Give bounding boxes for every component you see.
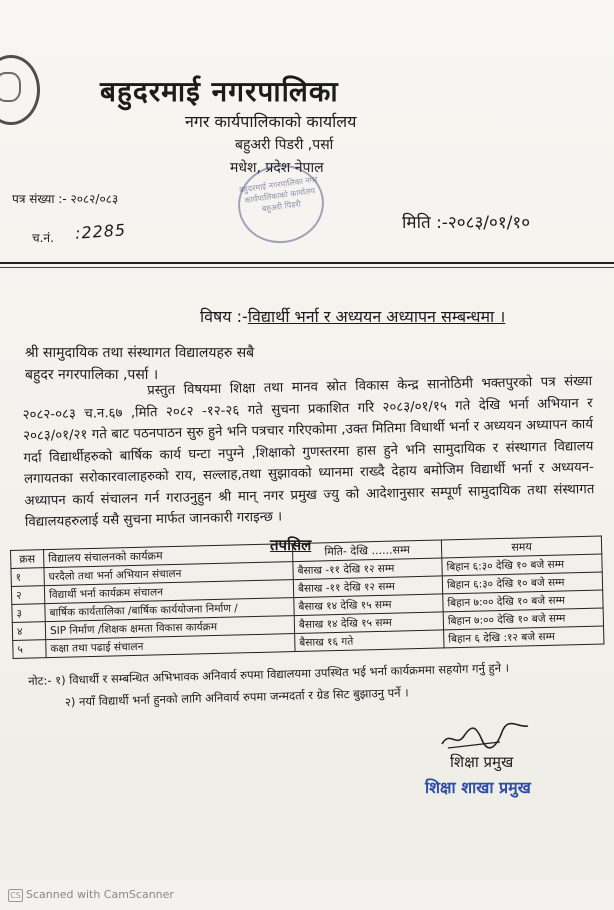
cell-program: SIP निर्माण /शिक्षक क्षमता विकास कार्यक्रम (45, 616, 294, 640)
cell-sn: ३ (12, 604, 45, 623)
cell-time: बिहान ६:३० देखि १० बजे सम्म (442, 554, 602, 576)
body-paragraph (22, 371, 595, 533)
notes-label: नोट:- (28, 673, 52, 688)
scanner-watermark: CS Scanned with CamScanner (8, 888, 174, 902)
subject-line (200, 305, 505, 327)
col-header-date: मिति- देखि ......सम्म (292, 540, 441, 562)
cell-date: बैसाख १४ देखि १५ सम्म (294, 594, 443, 616)
cell-program: कक्षा तथा पढाई संचालन (46, 634, 295, 658)
department-seal: शिक्षा शाखा प्रमुख (425, 778, 531, 797)
cell-time: बिहान ७:०० देखि १० बजे सम्म (443, 590, 603, 612)
signatory-title: शिक्षा प्रमुख (450, 753, 514, 771)
col-header-program: विद्यालय संचालनको कार्यक्रम (44, 544, 293, 568)
signature-scribble (440, 722, 530, 752)
chalani-label: च.नं. (32, 231, 54, 245)
cell-time: बिहान ६ देखि :१२ बजे सम्म (444, 626, 604, 648)
cell-time: बिहान ७:०० देखि १० बजे सम्म (443, 608, 603, 630)
divider-thin (0, 267, 614, 268)
org-name: बहुदरमाई नगरपालिका (100, 75, 339, 108)
cell-sn: २ (11, 586, 44, 605)
address-line-1: बहुअरी पिडरी ,पर्सा (235, 137, 334, 153)
schedule-title: तपसिल (270, 536, 312, 554)
office-stamp: बहुदरमाई नगरपालिका नगर कार्यपालिकाको कार्यालय बहुअरी पिडरी (233, 159, 329, 248)
cell-program: बार्षिक कार्यतालिका /बार्षिक कार्ययोजना निर्माण / (45, 598, 294, 622)
camscanner-icon: CS (8, 889, 23, 902)
subject-text: विद्यार्थी भर्ना र अध्ययन अध्यापन सम्बन्धमा । (247, 307, 506, 326)
cell-date: बैसाख १६ गते (295, 630, 444, 652)
note-item: नोट:- १) विधार्थी र सम्बन्धित अभिभावक अनिवार्य रुपमा विद्यालयमा उपस्थित भई भर्ना कार्यक्रममा सहयोग गर्नु हुने । (28, 660, 510, 688)
cell-program: विद्यार्थी भर्ना कार्यक्रम संचालन (44, 580, 293, 604)
cell-sn: १ (11, 568, 44, 587)
patra-sankhya: पत्र संख्या :- २०८२/०८३ (12, 192, 119, 206)
divider-thick (0, 262, 614, 264)
cell-sn: ५ (13, 640, 46, 659)
cell-date: बैसाख -११ देखि १२ सम्म (293, 576, 442, 598)
notes-section (28, 657, 510, 714)
schedule-table (10, 536, 604, 659)
address-line-2: मधेश, प्रदेश नेपाल (230, 160, 324, 176)
cell-date: बैसाख १४ देखि १५ सम्म (294, 612, 443, 634)
recipient-line-2: बहुदर नगरपालिका ,पर्सा । (25, 367, 159, 383)
recipient-line-1: श्री सामुदायिक तथा संस्थागत विद्यालयहरु सबै (25, 345, 255, 361)
body-text: प्रस्तुत विषयमा शिक्षा तथा मानव स्रोत विकास केन्द्र सानोठिमी भक्तपुरको पत्र संख्या २०८२-०८३ च.न.६७ ,मिति २०८२ -१२-२६ गते सुचना प्रकाशित गरि २०८३/०१/१५ गते देखि भर्ना अभियान र २०८३/०१/२१ गते बाट पठनपाठन सुरु हुने भनि पत्रचार गरिएकोमा ,उक्त मितिमा विधार्थी भर्ना र अध्ययन अध्यापन कार्य गर्दा विद्यार्थीहरुको बार्षिक कार्य घन्टा नपुग्ने ,शिक्षाको गुणस्तरमा हास हुने भनि सामुदायिक र संस्थागत विद्यालय लगायतका सरोकारवालाहरुको राय, सल्लाह,तथा सुझावको ध्यानमा राख्दै देहाय बमोजिम विद्यार्थी भर्ना र अध्ययन-अध्यापन कार्य संचालन गर्न गराउनुहुन श्री मान् नगर प्रमुख ज्यु को आदेशानुसार सम्पूर्ण सामुदायिक तथा संस्थागत विद्यालयहरुलाई यसै सुचना मार्फत जानकारी गराइन्छ । (22, 374, 595, 530)
col-header-sn: क्रस (11, 550, 44, 569)
cell-program: घरदैलो तथा भर्ना अभियान संचालन (44, 562, 293, 586)
cell-time: बिहान ६:३० देखि १० बजे सम्म (442, 572, 602, 594)
chalani-number: :2285 (74, 220, 127, 243)
office-name: नगर कार्यपालिकाको कार्यालय (185, 112, 357, 131)
col-header-time: समय (441, 536, 601, 558)
note-item: २) नयाँ विद्यार्थी भर्ना हुनको लागि अनिवार्य रुपमा जन्मदर्ता र ग्रेड सिट बुझाउनु पर्ने । (64, 685, 409, 709)
letter-date: मिति :-२०८३/०१/१० (402, 213, 531, 233)
government-emblem-icon (0, 55, 40, 125)
cell-date: बैसाख -११ देखि १२ सम्म (293, 558, 442, 580)
subject-label: विषय :- (200, 307, 248, 326)
cell-sn: ४ (12, 622, 45, 641)
